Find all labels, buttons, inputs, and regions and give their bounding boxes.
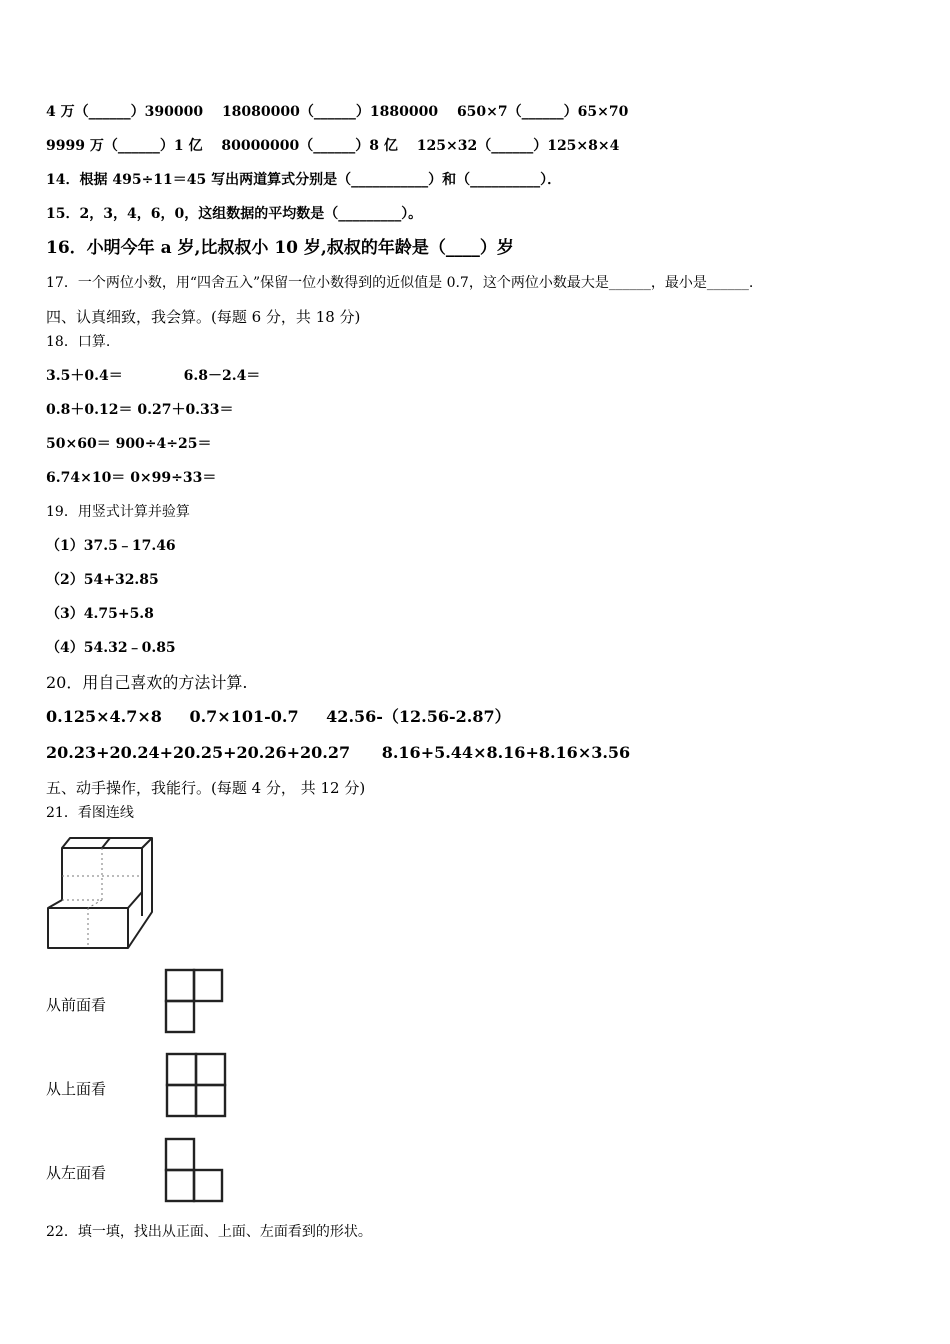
oral-calc-item: 6.74×10＝ bbox=[46, 470, 126, 486]
oral-calc-item: 0.8＋0.12＝ bbox=[46, 402, 133, 418]
calc-item: 8.16+5.44×8.16+8.16×3.56 bbox=[381, 743, 631, 762]
question-20-title: 20．用自己喜欢的方法计算. bbox=[46, 673, 248, 692]
question-15: 15．2，3，4，6，0，这组数据的平均数是（_________）。 bbox=[46, 206, 423, 222]
question-21-title: 21．看图连线 bbox=[46, 805, 134, 821]
compare-row-1 bbox=[46, 103, 628, 121]
compare-item: 9999 万（______）1 亿 bbox=[46, 138, 203, 154]
oral-calc-item: 3.5＋0.4＝ bbox=[46, 368, 123, 384]
view-label-left: 从左面看 bbox=[46, 1164, 107, 1182]
vertical-calc-item: （4）54.32﹣0.85 bbox=[46, 640, 176, 656]
oral-calc-item: 50×60＝ bbox=[46, 436, 111, 452]
compare-item: 4 万（______）390000 bbox=[46, 104, 204, 120]
question-14: 14．根据 495÷11＝45 写出两道算式分别是（___________）和（__________）． bbox=[46, 172, 562, 188]
oral-calc-row bbox=[46, 469, 216, 487]
calc-row-1 bbox=[46, 707, 511, 727]
calc-row-2 bbox=[46, 743, 630, 763]
vertical-calc-item: （1）37.5﹣17.46 bbox=[46, 538, 176, 554]
view-label-top: 从上面看 bbox=[46, 1080, 107, 1098]
oral-calc-row bbox=[46, 401, 234, 419]
view-shape-b bbox=[164, 1051, 228, 1119]
compare-item: 18080000（______）1880000 bbox=[221, 104, 439, 120]
question-18-title: 18．口算. bbox=[46, 334, 111, 350]
section-5-heading: 五、动手操作，我能行。(每题 4 分， 共 12 分) bbox=[46, 779, 366, 797]
calc-item: 42.56-（12.56-2.87） bbox=[326, 707, 511, 726]
vertical-calc-item: （3）4.75+5.8 bbox=[46, 606, 154, 622]
compare-item: 80000000（______）8 亿 bbox=[221, 138, 398, 154]
oral-calc-item: 0×99÷33＝ bbox=[130, 470, 217, 486]
compare-item: 125×32（______）125×8×4 bbox=[416, 138, 620, 154]
view-shape-c bbox=[163, 1136, 225, 1204]
oral-calc-item: 6.8－2.4＝ bbox=[183, 368, 261, 384]
question-16: 16．小明今年 a 岁,比叔叔小 10 岁,叔叔的年龄是（____）岁 bbox=[46, 238, 514, 258]
oral-calc-row bbox=[46, 435, 212, 453]
calc-item: 0.7×101-0.7 bbox=[189, 707, 299, 726]
question-17: 17．一个两位小数，用“四舍五入”保留一位小数得到的近似值是 0.7，这个两位小数最大是______，最小是______. bbox=[46, 275, 754, 291]
question-22: 22．填一填，找出从正面、上面、左面看到的形状。 bbox=[46, 1224, 372, 1240]
calc-item: 0.125×4.7×8 bbox=[46, 707, 162, 726]
compare-item: 650×7（______）65×70 bbox=[456, 104, 629, 120]
section-4-heading: 四、认真细致，我会算。(每题 6 分，共 18 分) bbox=[46, 308, 361, 326]
view-label-front: 从前面看 bbox=[46, 996, 107, 1014]
oral-calc-row bbox=[46, 367, 260, 385]
view-shape-a bbox=[163, 967, 225, 1035]
calc-item: 20.23+20.24+20.25+20.26+20.27 bbox=[46, 743, 351, 762]
cube-stack-figure bbox=[46, 836, 156, 952]
compare-row-2 bbox=[46, 137, 619, 155]
vertical-calc-item: （2）54+32.85 bbox=[46, 572, 159, 588]
oral-calc-item: 0.27＋0.33＝ bbox=[137, 402, 234, 418]
question-19-title: 19．用竖式计算并验算 bbox=[46, 504, 190, 520]
oral-calc-item: 900÷4÷25＝ bbox=[115, 436, 212, 452]
